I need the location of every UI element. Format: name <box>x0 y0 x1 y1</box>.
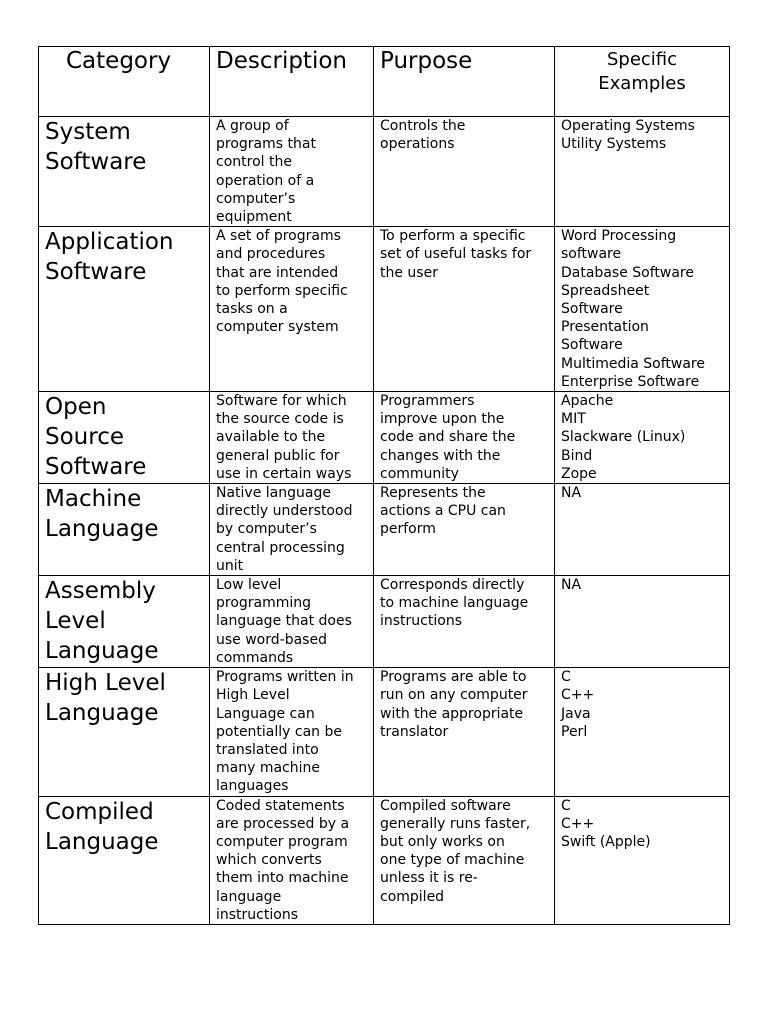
description-line: use in certain ways <box>216 465 352 482</box>
examples-line: MIT <box>561 411 586 428</box>
description-line: central processing <box>216 539 345 556</box>
examples-cell <box>555 796 730 924</box>
examples-line: Database Software <box>561 264 694 281</box>
purpose-line: unless it is re- <box>380 870 478 887</box>
description-line: Low level <box>216 577 282 594</box>
description-line: A set of programs <box>216 228 341 245</box>
purpose-line: operations <box>380 136 455 153</box>
examples-line: software <box>561 246 622 263</box>
examples-cell <box>555 392 730 484</box>
table-row <box>39 668 730 796</box>
examples-line: NA <box>561 485 582 502</box>
examples-line: C++ <box>561 815 595 832</box>
category-line: High Level <box>45 670 166 697</box>
category-line: Assembly <box>45 578 156 605</box>
purpose-line: run on any computer <box>380 687 528 704</box>
header-description: Description <box>210 47 374 117</box>
description-line: computer system <box>216 319 339 336</box>
description-line: language <box>216 888 282 905</box>
examples-line: NA <box>561 577 582 594</box>
description-cell <box>210 796 374 924</box>
category-cell <box>39 117 210 227</box>
description-line: instructions <box>216 906 298 923</box>
purpose-line: compiled <box>380 888 445 905</box>
category-cell <box>39 668 210 796</box>
examples-line: Spreadsheet <box>561 282 650 299</box>
description-line: computer program <box>216 833 348 850</box>
purpose-line: community <box>380 465 459 482</box>
table-row <box>39 484 730 576</box>
header-category: Category <box>39 47 210 117</box>
description-line: Coded statements <box>216 797 345 814</box>
purpose-cell <box>374 227 555 392</box>
description-line: available to the <box>216 429 326 446</box>
purpose-line: but only works on <box>380 833 505 850</box>
description-line: and procedures <box>216 246 326 263</box>
header-examples-line: Examples <box>598 73 686 94</box>
category-line: Application <box>45 229 174 256</box>
description-line: are processed by a <box>216 815 350 832</box>
purpose-line: Programs are able to <box>380 669 527 686</box>
table-row <box>39 227 730 392</box>
examples-line: Perl <box>561 723 588 740</box>
description-line: directly understood <box>216 503 353 520</box>
purpose-line: code and share the <box>380 429 516 446</box>
category-line: Source <box>45 424 124 451</box>
description-line: commands <box>216 649 294 666</box>
examples-cell <box>555 668 730 796</box>
description-line: use word-based <box>216 631 327 648</box>
examples-line: C <box>561 669 571 686</box>
purpose-line: perform <box>380 521 436 538</box>
purpose-cell <box>374 484 555 576</box>
examples-line: Apache <box>561 393 614 410</box>
examples-line: Swift (Apple) <box>561 833 651 850</box>
purpose-line: To perform a specific <box>380 228 526 245</box>
purpose-line: actions a CPU can <box>380 503 506 520</box>
purpose-cell <box>374 796 555 924</box>
description-line: High Level <box>216 687 290 704</box>
examples-line: Multimedia Software <box>561 355 705 372</box>
category-line: Language <box>45 638 159 665</box>
category-line: Open <box>45 394 107 421</box>
description-line: Language can <box>216 705 315 722</box>
category-cell <box>39 227 210 392</box>
purpose-line: instructions <box>380 613 462 630</box>
examples-line: Enterprise Software <box>561 373 700 390</box>
description-line: language that does <box>216 613 352 630</box>
description-cell <box>210 227 374 392</box>
examples-line: Operating Systems <box>561 118 695 134</box>
purpose-line: Corresponds directly <box>380 577 525 594</box>
header-purpose: Purpose <box>374 47 555 117</box>
description-line: Software for which <box>216 393 347 410</box>
header-examples-line: Specific <box>606 49 678 70</box>
examples-line: Slackware (Linux) <box>561 429 686 446</box>
purpose-line: improve upon the <box>380 411 505 428</box>
examples-cell <box>555 484 730 576</box>
description-line: programming <box>216 595 312 612</box>
examples-cell <box>555 117 730 227</box>
description-cell <box>210 484 374 576</box>
category-line: Machine <box>45 486 142 513</box>
description-cell <box>210 668 374 796</box>
software-categories-table <box>38 46 730 925</box>
description-line: potentially can be <box>216 723 342 740</box>
description-line: operation of a <box>216 172 315 189</box>
purpose-line: generally runs faster, <box>380 815 531 832</box>
header-examples <box>555 47 730 117</box>
category-cell <box>39 796 210 924</box>
description-line: Native language <box>216 485 331 502</box>
category-line: Software <box>45 149 147 175</box>
description-line: control the <box>216 154 292 171</box>
description-line: many machine <box>216 760 320 777</box>
table-row <box>39 796 730 924</box>
category-line: Language <box>45 828 159 855</box>
description-cell <box>210 576 374 668</box>
description-line: by computer’s <box>216 521 317 538</box>
purpose-cell <box>374 668 555 796</box>
examples-cell <box>555 576 730 668</box>
category-cell <box>39 392 210 484</box>
description-line: A group of <box>216 118 289 134</box>
description-line: computer’s <box>216 190 296 207</box>
purpose-line: with the appropriate <box>380 705 524 722</box>
examples-cell <box>555 227 730 392</box>
purpose-line: Compiled software <box>380 797 511 814</box>
examples-line: Software <box>561 301 623 318</box>
purpose-line: the user <box>380 264 438 281</box>
category-cell <box>39 576 210 668</box>
description-line: general public for <box>216 447 340 464</box>
examples-line: Utility Systems <box>561 136 667 153</box>
category-line: System <box>45 119 131 145</box>
category-line: Software <box>45 259 147 286</box>
table-header <box>39 47 730 117</box>
purpose-line: one type of machine <box>380 852 525 869</box>
purpose-line: Represents the <box>380 485 486 502</box>
description-line: equipment <box>216 209 292 226</box>
category-line: Software <box>45 454 147 481</box>
category-line: Language <box>45 700 159 727</box>
header-row <box>39 47 730 117</box>
table-row <box>39 576 730 668</box>
description-cell <box>210 392 374 484</box>
examples-line: Software <box>561 337 623 354</box>
purpose-cell <box>374 392 555 484</box>
description-line: translated into <box>216 741 319 758</box>
category-line: Level <box>45 608 106 635</box>
purpose-line: set of useful tasks for <box>380 246 532 263</box>
category-line: Language <box>45 516 159 543</box>
examples-line: Word Processing <box>561 228 677 245</box>
description-line: to perform specific <box>216 282 348 299</box>
examples-line: Zope <box>561 465 597 482</box>
purpose-line: changes with the <box>380 447 501 464</box>
description-line: them into machine <box>216 870 349 887</box>
examples-line: C <box>561 797 571 814</box>
table-row <box>39 392 730 484</box>
examples-line: Presentation <box>561 319 649 336</box>
examples-line: Bind <box>561 447 593 464</box>
examples-line: C++ <box>561 687 595 704</box>
purpose-cell <box>374 576 555 668</box>
description-line: unit <box>216 557 244 574</box>
purpose-line: Programmers <box>380 393 475 410</box>
category-cell <box>39 484 210 576</box>
purpose-line: Controls the <box>380 118 466 134</box>
examples-line: Java <box>561 705 591 722</box>
table-body <box>39 117 730 925</box>
description-line: which converts <box>216 852 322 869</box>
description-line: languages <box>216 778 289 795</box>
description-line: programs that <box>216 136 316 153</box>
description-cell <box>210 117 374 227</box>
purpose-line: to machine language <box>380 595 529 612</box>
table-row <box>39 117 730 227</box>
description-line: Programs written in <box>216 669 354 686</box>
description-line: that are intended <box>216 264 339 281</box>
description-line: tasks on a <box>216 301 288 318</box>
category-line: Compiled <box>45 798 154 825</box>
purpose-cell <box>374 117 555 227</box>
description-line: the source code is <box>216 411 344 428</box>
purpose-line: translator <box>380 723 449 740</box>
